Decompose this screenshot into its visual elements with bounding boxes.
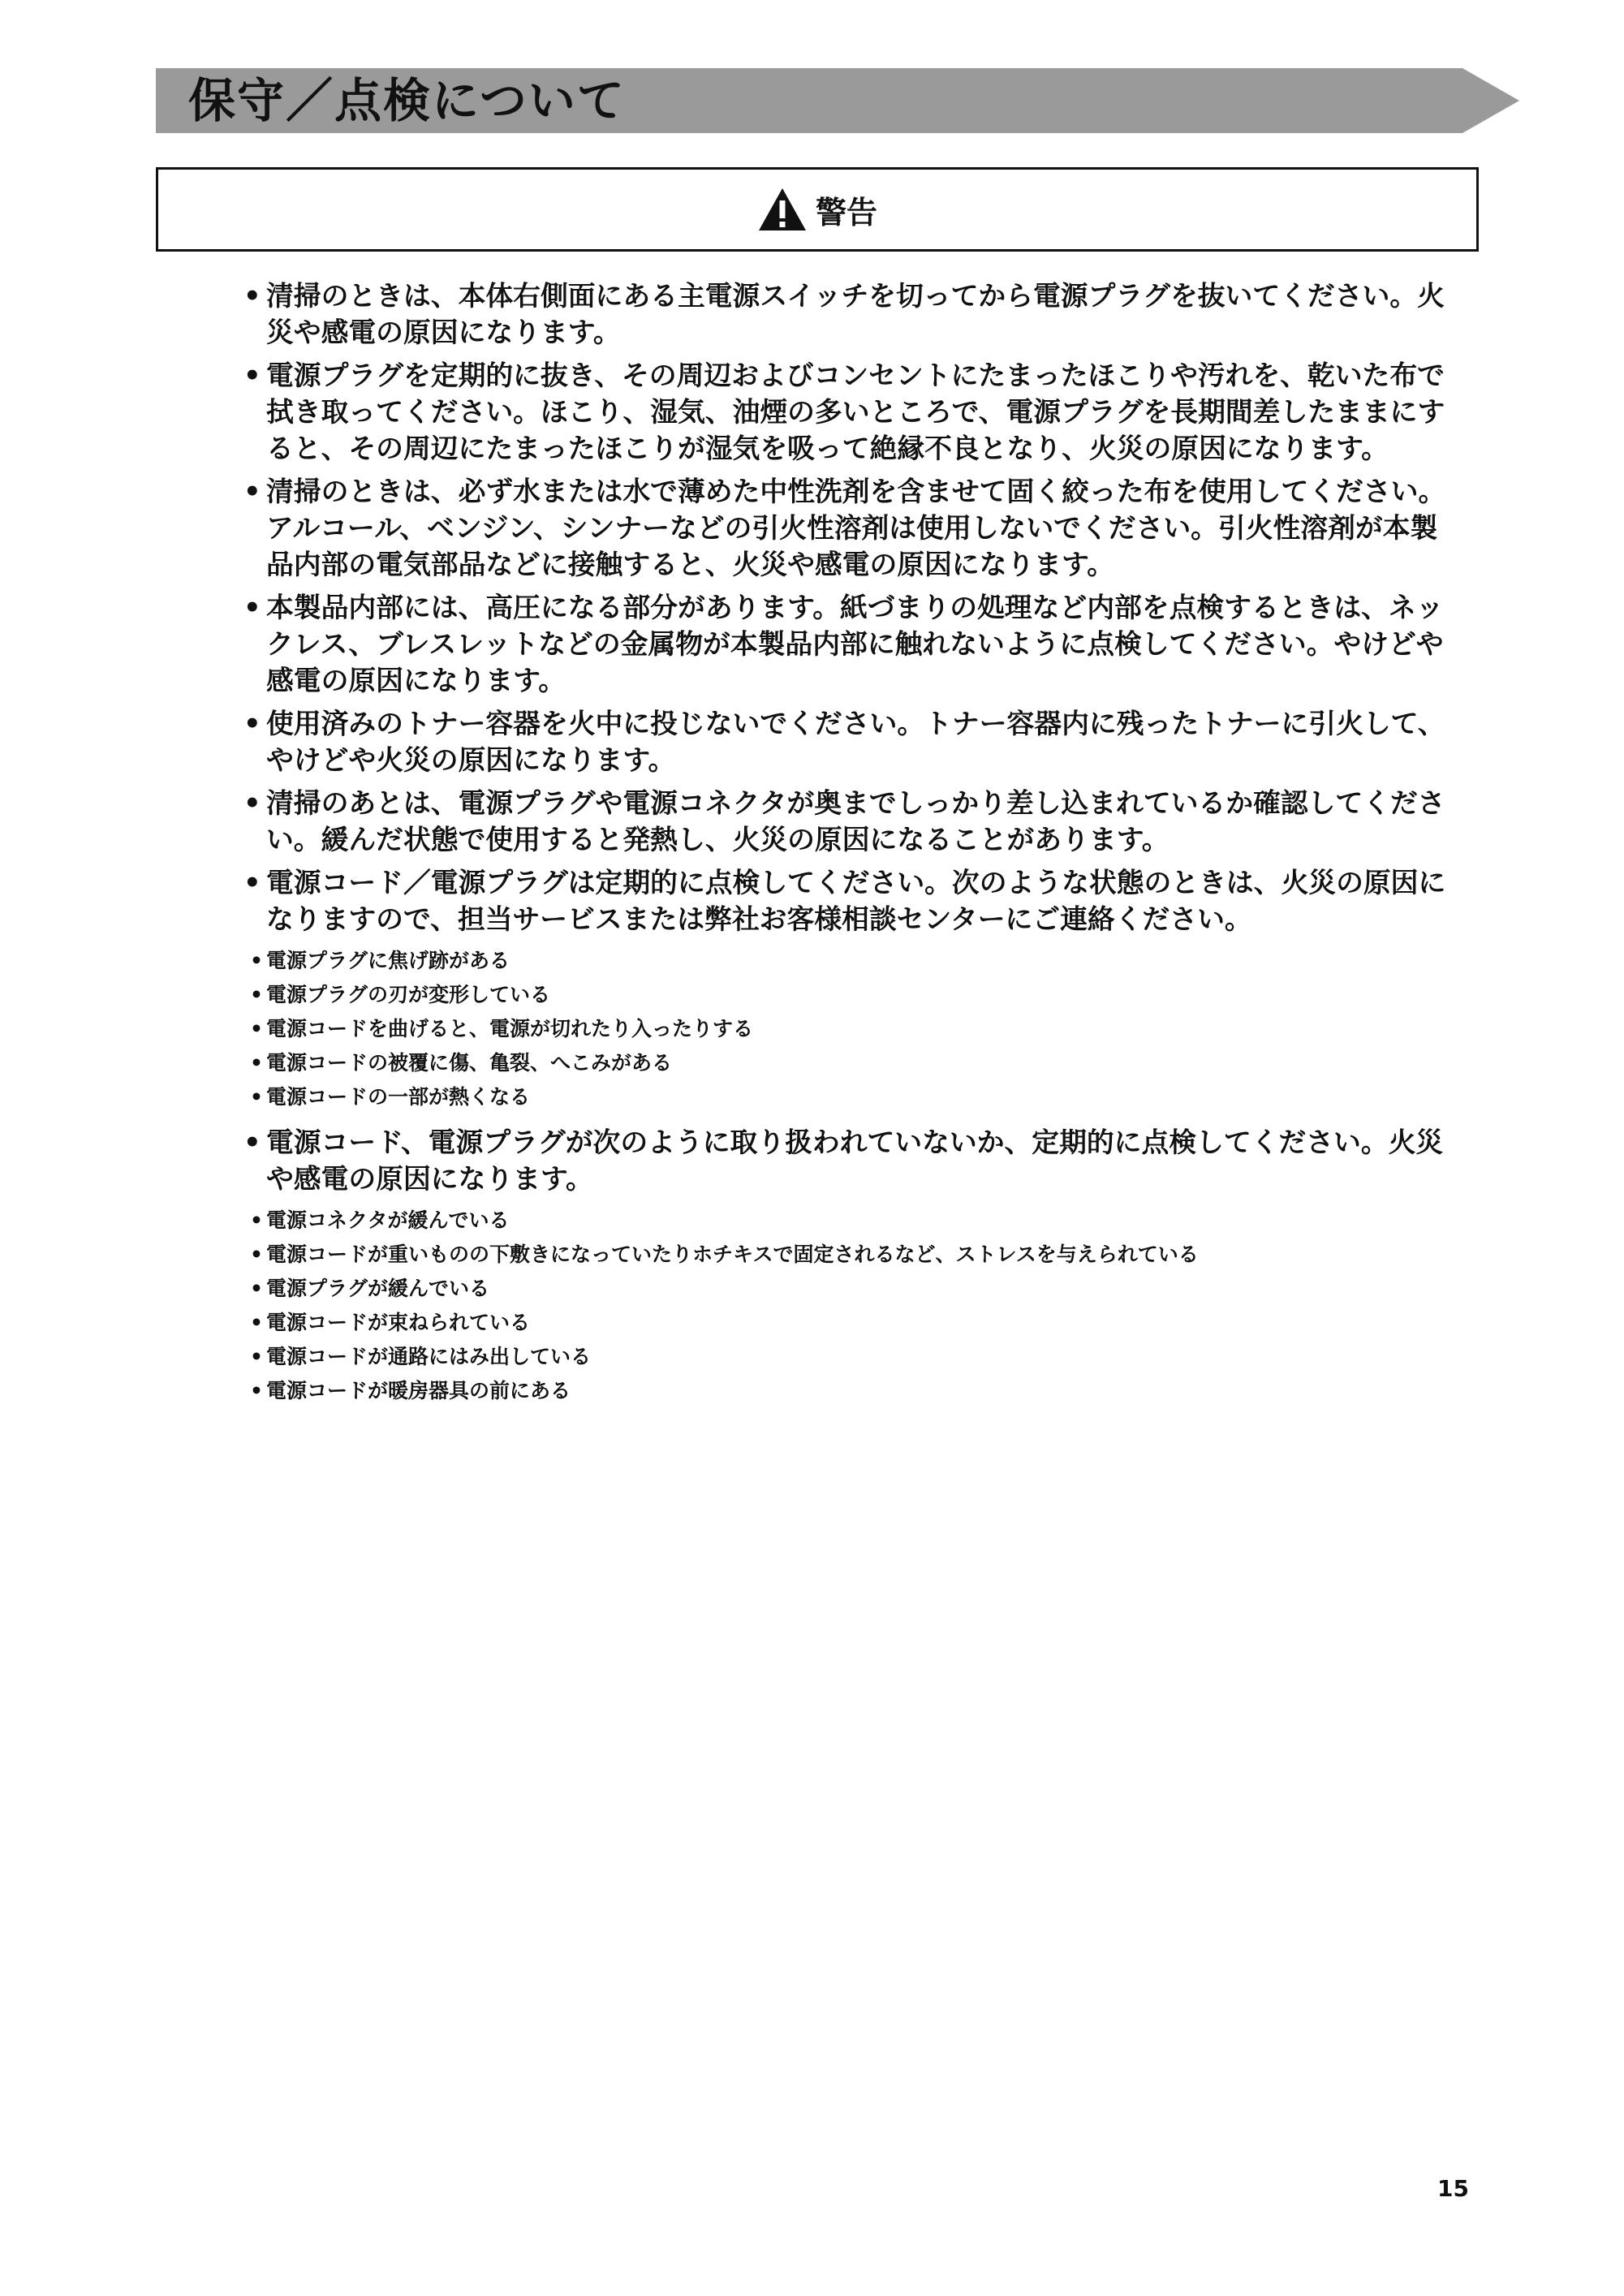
warning-item-text: なりますので、担当サービスまたは弊社お客様相談センターにご連絡ください。 bbox=[266, 903, 1252, 935]
sub-list bbox=[243, 1204, 1469, 1408]
warning-item-text: やけどや火災の原因になります。 bbox=[266, 744, 676, 776]
warning-item-text: 本製品内部には、高圧になる部分があります。紙づまりの処理など内部を点検するときは、ネッ bbox=[266, 592, 1444, 623]
sub-list-item bbox=[243, 1080, 1469, 1114]
bullet-marker: • bbox=[243, 867, 261, 898]
sub-list-item bbox=[243, 1306, 1469, 1340]
sub-bullet-marker: • bbox=[250, 1017, 263, 1040]
sub-list-item-text: 電源コードが重いものの下敷きになっていたりホチキスで固定されるなど、ストレスを与えられている bbox=[266, 1243, 1199, 1266]
sub-bullet-marker: • bbox=[250, 1243, 263, 1266]
sub-bullet-marker: • bbox=[250, 1051, 263, 1075]
page-number: 15 bbox=[1437, 2175, 1469, 2202]
warning-label: 警告 bbox=[815, 194, 877, 230]
sub-list-item-text: 電源プラグの刃が変形している bbox=[266, 983, 551, 1006]
warning-item-text: アルコール、ベンジン、シンナーなどの引火性溶剤は使用しないでください。引火性溶剤が本製 bbox=[266, 512, 1438, 544]
sub-list-item bbox=[243, 1046, 1469, 1080]
sub-list-item bbox=[243, 944, 1469, 978]
warning-item-text: クレス、ブレスレットなどの金属物が本製品内部に触れないように点検してください。やけどや bbox=[266, 628, 1444, 660]
warning-item-text: い。緩んだ状態で使用すると発熱し、火災の原因になることがあります。 bbox=[266, 824, 1170, 855]
sub-list-item-text: 電源コネクタが緩んでいる bbox=[266, 1208, 510, 1232]
warning-box bbox=[156, 167, 1479, 252]
sub-list-item-text: 電源コードの被覆に傷、亀裂、へこみがある bbox=[266, 1051, 673, 1075]
warning-item-text: 電源プラグを定期的に抜き、その周辺およびコンセントにたまったほこりや汚れを、乾いた布で bbox=[266, 360, 1445, 391]
sub-list-item-text: 電源コードを曲げると、電源が切れたり入ったりする bbox=[266, 1017, 754, 1040]
bullet-marker: • bbox=[243, 592, 261, 623]
warning-item bbox=[243, 589, 1469, 699]
bullet-marker: • bbox=[243, 1126, 261, 1158]
warning-item bbox=[243, 1124, 1469, 1197]
sub-list-item-text: 電源コードが暖房器具の前にある bbox=[266, 1379, 571, 1402]
sub-list-item-text: 電源コードが束ねられている bbox=[266, 1311, 531, 1334]
sub-list-item bbox=[243, 1238, 1469, 1272]
warning-item-text: 使用済みのトナー容器を火中に投じないでください。トナー容器内に残ったトナーに引火して、 bbox=[266, 708, 1445, 739]
warning-item bbox=[243, 785, 1469, 858]
bullet-marker: • bbox=[243, 280, 261, 312]
sub-bullet-marker: • bbox=[250, 949, 263, 972]
warning-item-text: 電源コード／電源プラグは定期的に点検してください。次のような状態のときは、火災の原因に bbox=[266, 867, 1446, 898]
sub-list-item bbox=[243, 1204, 1469, 1238]
sub-bullet-marker: • bbox=[250, 1379, 263, 1402]
sub-list-item-text: 電源コードが通路にはみ出している bbox=[266, 1345, 592, 1368]
sub-bullet-marker: • bbox=[250, 1311, 263, 1334]
warning-item bbox=[243, 357, 1469, 467]
sub-list-item bbox=[243, 1272, 1469, 1306]
bullet-marker: • bbox=[243, 708, 261, 739]
warning-triangle-icon bbox=[757, 187, 808, 232]
sub-list-item bbox=[243, 1374, 1469, 1408]
bullet-marker: • bbox=[243, 360, 261, 391]
bullet-marker: • bbox=[243, 476, 261, 507]
bullet-marker: • bbox=[243, 787, 261, 819]
warning-item-text: や感電の原因になります。 bbox=[266, 1163, 593, 1195]
sub-bullet-marker: • bbox=[250, 1085, 263, 1109]
warning-item-text: 電源コード、電源プラグが次のように取り扱われていないか、定期的に点検してください。火災 bbox=[266, 1126, 1444, 1158]
sub-bullet-marker: • bbox=[250, 1345, 263, 1368]
page-title: 保守／点検について bbox=[188, 73, 626, 128]
warning-item-text: 災や感電の原因になります。 bbox=[266, 317, 621, 348]
warning-item bbox=[243, 705, 1469, 778]
warning-item-text: 清掃のあとは、電源プラグや電源コネクタが奥までしっかり差し込まれているか確認してくださ bbox=[266, 787, 1445, 819]
warning-item bbox=[243, 864, 1469, 937]
section-header-banner bbox=[156, 68, 1519, 133]
warning-item-text: 清掃のときは、必ず水または水で薄めた中性洗剤を含ませて固く絞った布を使用してください。 bbox=[266, 476, 1446, 507]
sub-bullet-marker: • bbox=[250, 1277, 263, 1300]
sub-bullet-marker: • bbox=[250, 983, 263, 1006]
warning-item bbox=[243, 473, 1469, 583]
sub-list-item bbox=[243, 1012, 1469, 1046]
sub-list-item-text: 電源プラグが緩んでいる bbox=[266, 1277, 490, 1300]
warning-item-text: 拭き取ってください。ほこり、湿気、油煙の多いところで、電源プラグを長期間差したままにす bbox=[266, 396, 1445, 428]
sub-bullet-marker: • bbox=[250, 1208, 263, 1232]
warning-item-text: 感電の原因になります。 bbox=[266, 665, 566, 696]
warning-item-text: 清掃のときは、本体右側面にある主電源スイッチを切ってから電源プラグを抜いてください。火 bbox=[266, 280, 1445, 312]
warning-item-text: ると、その周辺にたまったほこりが湿気を吸って絶縁不良となり、火災の原因になります。 bbox=[266, 433, 1389, 464]
warning-item bbox=[243, 278, 1469, 351]
sub-list-item bbox=[243, 978, 1469, 1012]
sub-list-item-text: 電源プラグに焦げ跡がある bbox=[266, 949, 510, 972]
sub-list bbox=[243, 944, 1469, 1114]
warning-item-text: 品内部の電気部品などに接触すると、火災や感電の原因になります。 bbox=[266, 549, 1114, 580]
warning-list bbox=[243, 278, 1469, 1418]
sub-list-item-text: 電源コードの一部が熱くなる bbox=[266, 1085, 531, 1109]
sub-list-item bbox=[243, 1340, 1469, 1374]
